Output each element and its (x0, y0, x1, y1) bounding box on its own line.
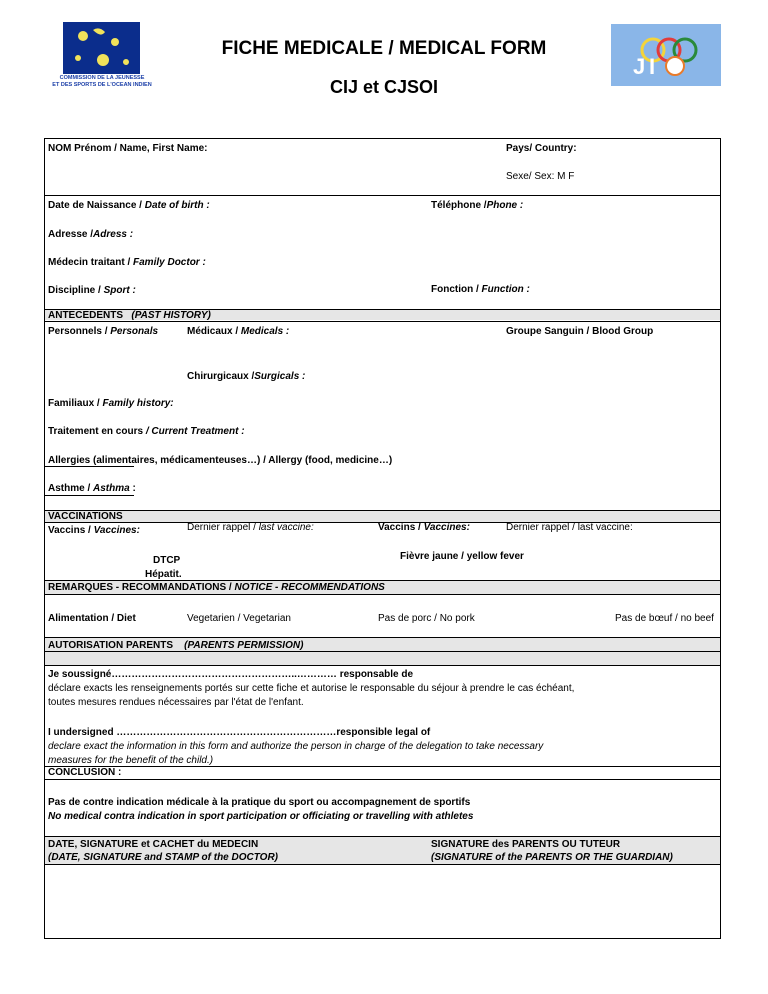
remarks-heading: REMARQUES - RECOMMANDATIONS / NOTICE - RECOMMENDATIONS (48, 582, 385, 593)
personal-history-label: Personnels / Personals (48, 326, 159, 337)
doctor-signature-label-en: (DATE, SIGNATURE and STAMP of the DOCTOR) (48, 852, 278, 863)
conclusion-fr: Pas de contre indication médicale à la pratique du sport ou accompagnement de sportifs (48, 797, 471, 808)
page-title: FICHE MEDICALE / MEDICAL FORM (221, 38, 547, 59)
conclusion-heading: CONCLUSION : (48, 767, 122, 778)
name-label: NOM Prénom / Name, First Name: (48, 143, 208, 154)
function-label: Fonction / Function : (431, 284, 530, 295)
svg-text:J: J (633, 54, 646, 79)
family-history-label: Familiaux / Family history: (48, 398, 174, 409)
doctor-signature-label-fr: DATE, SIGNATURE et CACHET du MEDECIN (48, 839, 259, 850)
no-pork-option: Pas de porc / No pork (378, 613, 475, 624)
page-subtitle: CIJ et CJSOI (329, 77, 439, 97)
phone-label: Téléphone /Phone : (431, 200, 524, 211)
sport-label: Discipline / Sport : (48, 285, 136, 296)
past-history-heading: ANTECEDENTS (PAST HISTORY) (48, 310, 211, 321)
hepatitis-label: Hépatit. (145, 569, 182, 580)
yellow-fever-label: Fièvre jaune / yellow fever (400, 551, 524, 562)
family-doctor-label: Médecin traitant / Family Doctor : (48, 257, 206, 268)
sex-label: Sexe/ Sex: M F (506, 171, 575, 182)
vegetarian-option: Vegetarien / Vegetarian (187, 613, 291, 624)
medical-history-label: Médicaux / Medicals : (187, 326, 290, 337)
last-vaccine-label-2: Dernier rappel / last vaccine: (506, 522, 633, 533)
last-vaccine-label: Dernier rappel / last vaccine: (187, 522, 314, 533)
dtcp-label: DTCP (153, 555, 181, 566)
no-beef-option: Pas de bœuf / no beef (615, 613, 714, 624)
permission-fr-line2: déclare exacts les renseignements portés sur cette fiche et autorise le responsable du séjour à prendre le cas échéant, (48, 683, 575, 694)
permission-en-line3: measures for the benefit of the child.) (48, 755, 214, 766)
vaccines-label: Vaccins / Vaccines: (48, 525, 140, 536)
allergies-label: Allergies (alimentaires, médicamenteuses…) / Allergy (food, medicine…) (48, 455, 393, 466)
address-label: Adresse /Adress : (48, 229, 134, 240)
svg-text:I: I (649, 54, 656, 79)
permission-en-line2: declare exact the information in this form and authorize the person in charge of the delegation to take necessary (48, 741, 544, 752)
asthma-label: Asthme / Asthma : (48, 483, 136, 494)
blood-group-label: Groupe Sanguin / Blood Group (506, 326, 654, 337)
parents-signature-label-fr: SIGNATURE des PARENTS OU TUTEUR (431, 839, 621, 850)
current-treatment-label: Traitement en cours / Current Treatment : (48, 426, 245, 437)
vaccines-label-2: Vaccins / Vaccines: (378, 522, 470, 533)
country-label: Pays/ Country: (506, 143, 577, 154)
logo-caption: COMMISSION DE LA JEUNESSE ET DES SPORTS DE L'OCEAN INDIEN (52, 75, 152, 88)
diet-label: Alimentation / Diet (48, 613, 136, 624)
dob-label: Date de Naissance / Date of birth : (48, 200, 210, 211)
parents-signature-label-en: (SIGNATURE of the PARENTS OR THE GUARDIAN) (431, 852, 673, 863)
vaccinations-heading: VACCINATIONS (48, 511, 123, 522)
permission-fr-line3: toutes mesures rendues nécessaires par l'état de l'enfant. (48, 697, 304, 708)
parents-permission-heading: AUTORISATION PARENTS (PARENTS PERMISSION) (48, 640, 304, 651)
permission-en-line1: I undersigned …………………………………………………………responsible legal of (48, 727, 431, 738)
permission-fr-line1: Je soussigné………………………………………………..………… responsable de (48, 669, 414, 680)
surgical-history-label: Chirurgicaux /Surgicals : (187, 371, 306, 382)
conclusion-en: No medical contra indication in sport participation or officiating or travelling with athletes (48, 811, 474, 822)
